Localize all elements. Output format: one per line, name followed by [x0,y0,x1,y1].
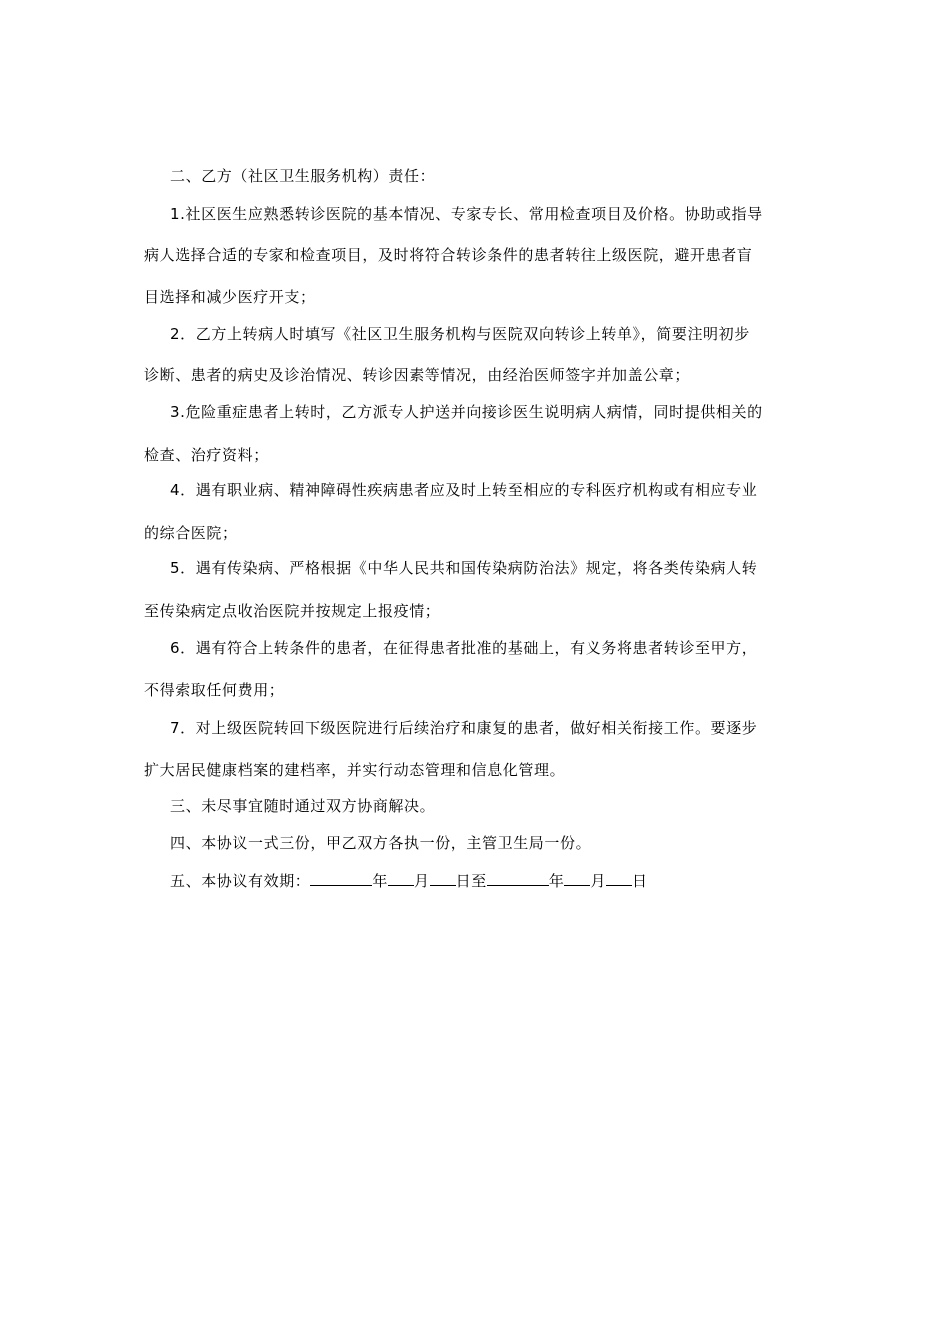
end-day-label: 日 [632,872,648,890]
section-2-heading: 二、乙方（社区卫生服务机构）责任： [170,167,436,185]
item-4-line-2: 的综合医院； [144,524,238,542]
validity-prefix: 五、本协议有效期： [170,872,311,890]
item-6-line-1: 6．遇有符合上转条件的患者，在征得患者批准的基础上，有义务将患者转诊至甲方， [170,639,758,657]
item-5-line-2: 至传染病定点收治医院并按规定上报疫情； [144,602,441,620]
item-6-line-2: 不得索取任何费用； [144,681,285,699]
item-1-line-2: 病人选择合适的专家和检查项目，及时将符合转诊条件的患者转往上级医院，避开患者盲 [144,246,753,264]
item-1-line-3: 目选择和减少医疗开支； [144,288,316,306]
item-1-line-1: 1.社区医生应熟悉转诊医院的基本情况、专家专长、常用检查项目及价格。协助或指导 [170,205,763,223]
section-5-validity [170,871,648,891]
end-year-label: 年 [548,872,565,890]
start-month-label: 月 [414,872,430,890]
item-3-line-1: 3.危险重症患者上转时，乙方派专人护送并向接诊医生说明病人病情，同时提供相关的 [170,403,763,421]
start-day-blank[interactable] [430,871,456,886]
start-year-blank[interactable] [310,871,372,886]
item-7-line-2: 扩大居民健康档案的建档率，并实行动态管理和信息化管理。 [144,761,566,779]
start-day-to-label: 日至 [455,872,487,890]
item-7-line-1: 7．对上级医院转回下级医院进行后续治疗和康复的患者，做好相关衔接工作。要逐步 [170,719,758,737]
section-3-text: 三、未尽事宜随时通过双方协商解决。 [170,797,436,815]
item-2-line-1: 2．乙方上转病人时填写《社区卫生服务机构与医院双向转诊上转单》，简要注明初步 [170,325,750,343]
start-month-blank[interactable] [388,871,414,886]
item-5-line-1: 5．遇有传染病、严格根据《中华人民共和国传染病防治法》规定，将各类传染病人转 [170,559,758,577]
item-2-line-2: 诊断、患者的病史及诊治情况、转诊因素等情况，由经治医师签字并加盖公章； [144,366,691,384]
start-year-label: 年 [372,872,389,890]
item-3-line-2: 检查、治疗资料； [144,446,269,464]
item-4-line-1: 4．遇有职业病、精神障碍性疾病患者应及时上转至相应的专科医疗机构或有相应专业 [170,481,758,499]
end-month-label: 月 [590,872,607,890]
end-year-blank[interactable] [487,871,549,886]
end-day-blank[interactable] [606,871,632,886]
end-month-blank[interactable] [564,871,590,886]
section-4-text: 四、本协议一式三份，甲乙双方各执一份，主管卫生局一份。 [170,834,592,852]
